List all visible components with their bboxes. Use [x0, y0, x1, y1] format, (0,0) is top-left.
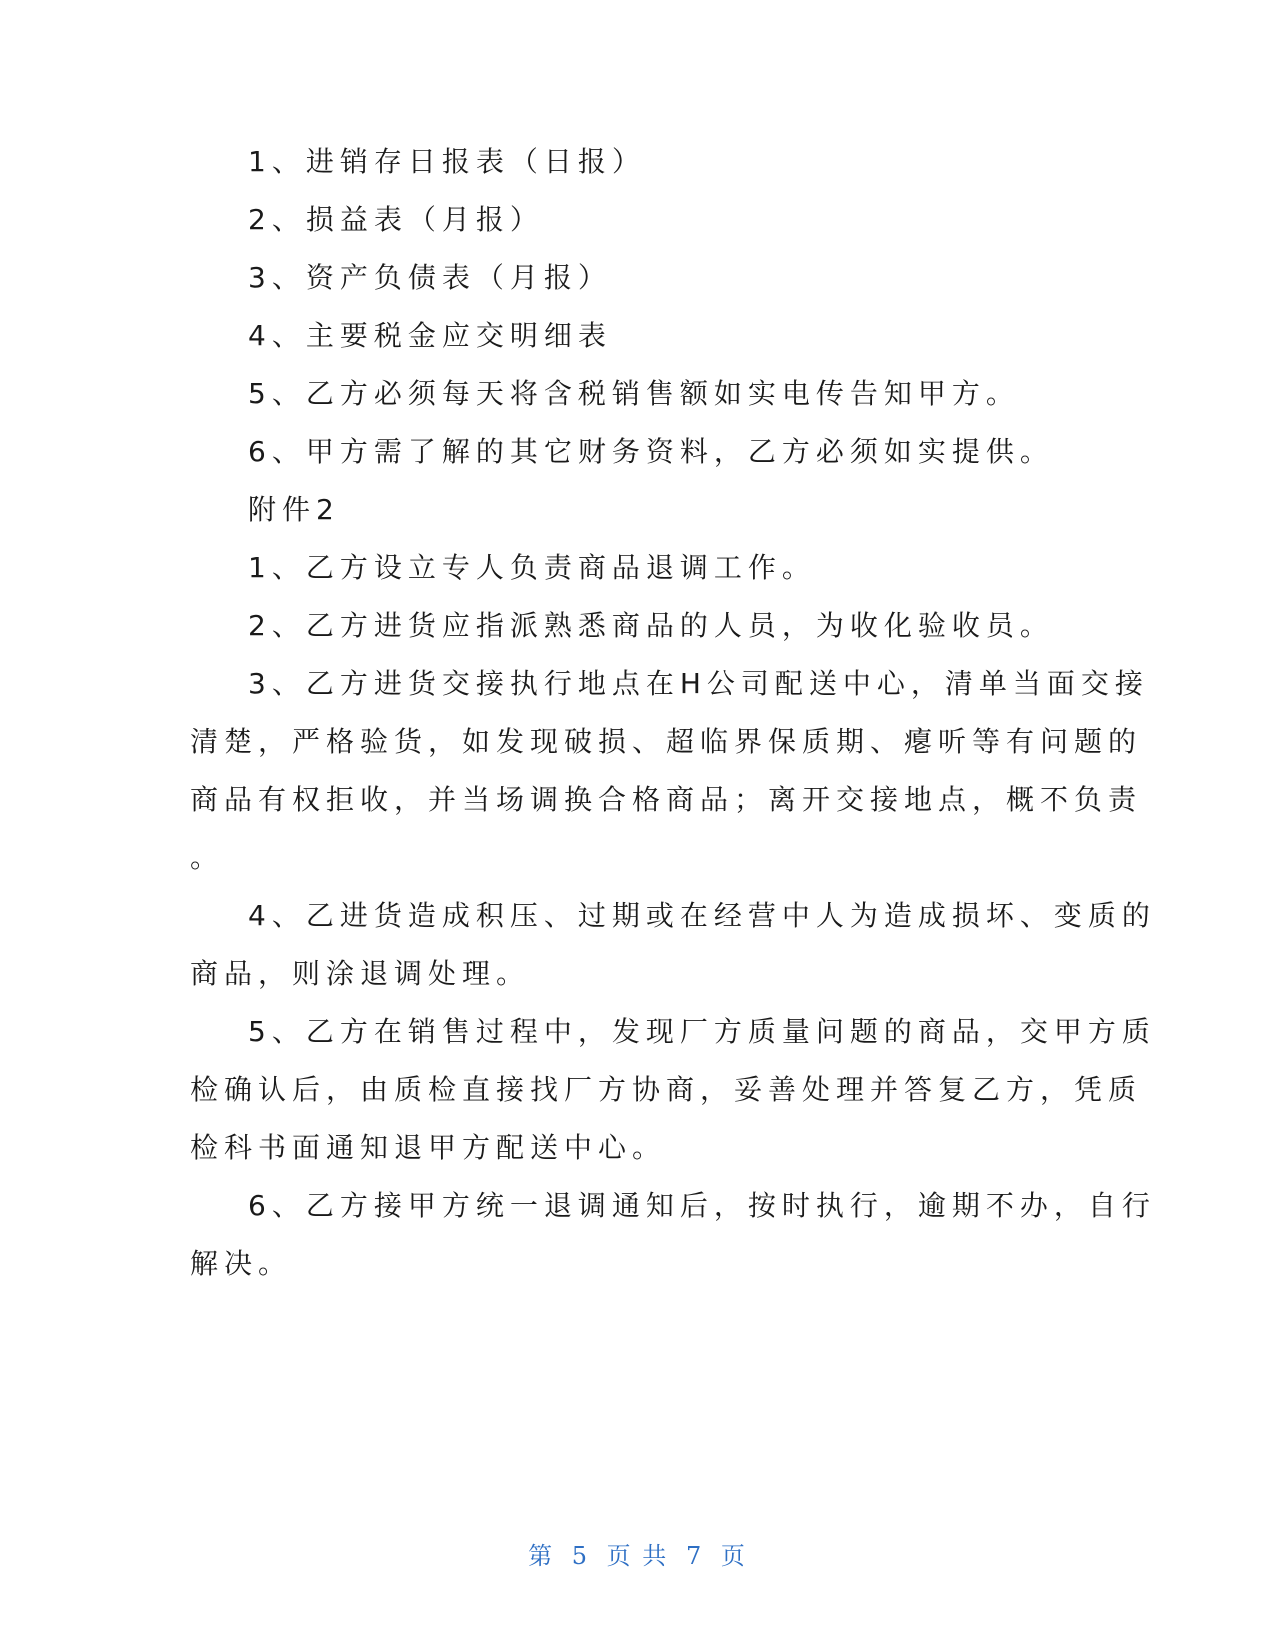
- text-line-3: 3、资产负债表（月报）: [248, 261, 612, 294]
- text-line-14: 4、乙进货造成积压、过期或在经营中人为造成损坏、变质的: [248, 899, 1156, 932]
- text-line-6: 6、甲方需了解的其它财务资料，乙方必须如实提供。: [248, 435, 1054, 468]
- text-line-13: 。: [190, 841, 225, 874]
- attachment-heading: 附件2: [248, 493, 340, 526]
- text-line-2: 2、损益表（月报）: [248, 203, 544, 236]
- current-page-number: 5: [571, 1542, 590, 1570]
- text-line-4: 4、主要税金应交明细表: [248, 319, 612, 352]
- text-line-1: 1、进销存日报表（日报）: [248, 145, 646, 178]
- text-line-19: 6、乙方接甲方统一退调通知后，按时执行，逾期不办，自行: [248, 1189, 1156, 1222]
- text-line-10: 3、乙方进货交接执行地点在H公司配送中心，清单当面交接: [248, 667, 1149, 700]
- text-line-12: 商品有权拒收，并当场调换合格商品；离开交接地点，概不负责: [190, 783, 1143, 816]
- text-line-8: 1、乙方设立专人负责商品退调工作。: [248, 551, 816, 584]
- page-label-suffix: 页: [720, 1542, 747, 1570]
- page-label-mid: 页 共: [606, 1542, 669, 1570]
- text-line-11: 清楚，严格验货，如发现破损、超临界保质期、瘪听等有问题的: [190, 725, 1143, 758]
- text-line-5: 5、乙方必须每天将含税销售额如实电传告知甲方。: [248, 377, 1020, 410]
- text-line-16: 5、乙方在销售过程中，发现厂方质量问题的商品，交甲方质: [248, 1015, 1156, 1048]
- page-footer: [0, 1536, 1275, 1571]
- text-line-20: 解决。: [190, 1247, 293, 1280]
- text-line-9: 2、乙方进货应指派熟悉商品的人员，为收化验收员。: [248, 609, 1054, 642]
- page-label-prefix: 第: [528, 1542, 555, 1570]
- text-line-15: 商品，则涂退调处理。: [190, 957, 531, 990]
- total-pages-number: 7: [685, 1542, 704, 1570]
- text-line-17: 检确认后，由质检直接找厂方协商，妥善处理并答复乙方，凭质: [190, 1073, 1143, 1106]
- text-line-18: 检科书面通知退甲方配送中心。: [190, 1131, 667, 1164]
